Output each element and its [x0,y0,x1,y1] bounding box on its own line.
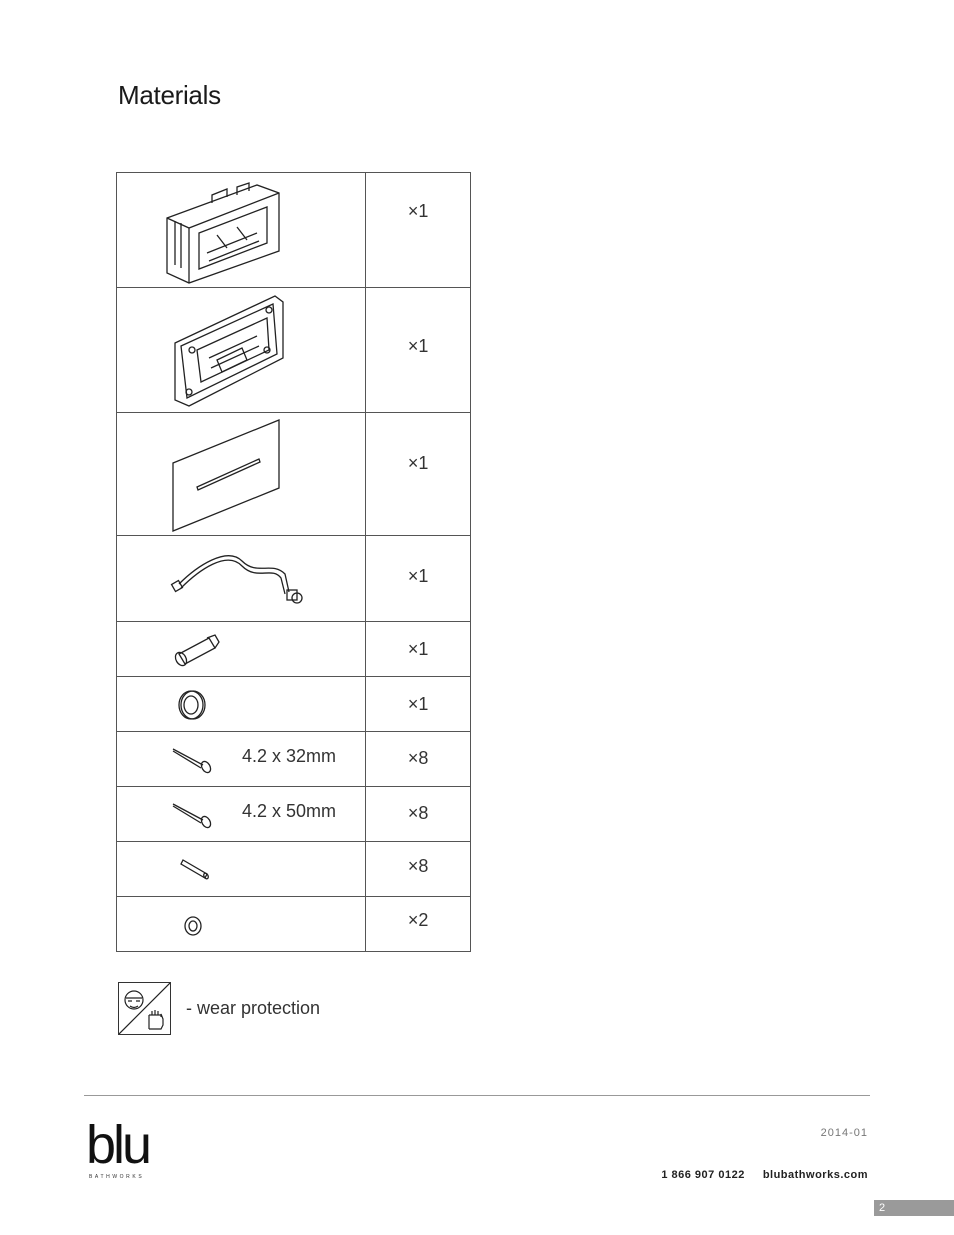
item-quantity-cell [366,413,471,536]
item-image-cell [117,842,366,897]
item-image-cell [117,536,366,622]
item-spec: 4.2 x 32mm [242,746,337,766]
footer-divider [84,1095,870,1096]
table-row [117,622,471,677]
install-frame-icon [117,288,366,413]
item-image-cell [117,413,366,536]
protection-icon [118,982,171,1035]
flush-plate-icon [117,413,366,536]
item-image-cell [117,677,366,732]
table-row [117,288,471,413]
nut-icon [117,677,366,732]
website-link[interactable]: blubathworks.com [762,1169,868,1181]
table-row [117,787,471,842]
table-row [117,536,471,622]
item-image-cell [117,732,366,787]
protection-label: - wear protection [186,998,321,1018]
item-quantity: ×1 [407,694,429,714]
materials-table [116,172,471,952]
item-quantity-cell [366,732,471,787]
item-quantity: ×1 [407,336,429,356]
table-row [117,842,471,897]
hose-icon [117,536,366,622]
phone-number: 1 866 907 0122 [661,1169,745,1181]
item-quantity: ×1 [407,453,429,473]
item-quantity: ×8 [407,856,429,876]
item-quantity-cell [366,677,471,732]
table-row [117,173,471,288]
item-spec: 4.2 x 50mm [242,801,337,821]
table-row [117,897,471,952]
item-image-cell [117,622,366,677]
page-title: Materials [118,80,221,110]
item-quantity-cell [366,622,471,677]
document-date: 2014-01 [820,1127,868,1139]
table-row [117,413,471,536]
item-image-cell [117,288,366,413]
brand-subtitle: BATHWORKS [89,1174,145,1180]
brand-name: blu [86,1115,150,1175]
item-quantity: ×1 [407,566,429,586]
contact-info [661,1169,868,1181]
item-quantity: ×1 [407,201,429,221]
item-quantity-cell [366,288,471,413]
item-quantity-cell [366,536,471,622]
wall-plug-icon [117,842,366,897]
item-quantity: ×8 [407,748,429,768]
sleeve-icon [117,622,366,677]
item-quantity-cell [366,842,471,897]
item-quantity: ×8 [407,803,429,823]
page-number: 2 [874,1200,954,1216]
item-image-cell [117,173,366,288]
mounting-frame-icon [117,173,366,288]
washer-icon [117,897,366,952]
item-quantity-cell [366,787,471,842]
item-image-cell [117,787,366,842]
item-image-cell [117,897,366,952]
item-quantity: ×1 [407,639,429,659]
brand-logo [86,1115,150,1180]
table-row [117,677,471,732]
item-quantity: ×2 [407,910,429,930]
table-row [117,732,471,787]
item-quantity-cell [366,897,471,952]
item-quantity-cell [366,173,471,288]
